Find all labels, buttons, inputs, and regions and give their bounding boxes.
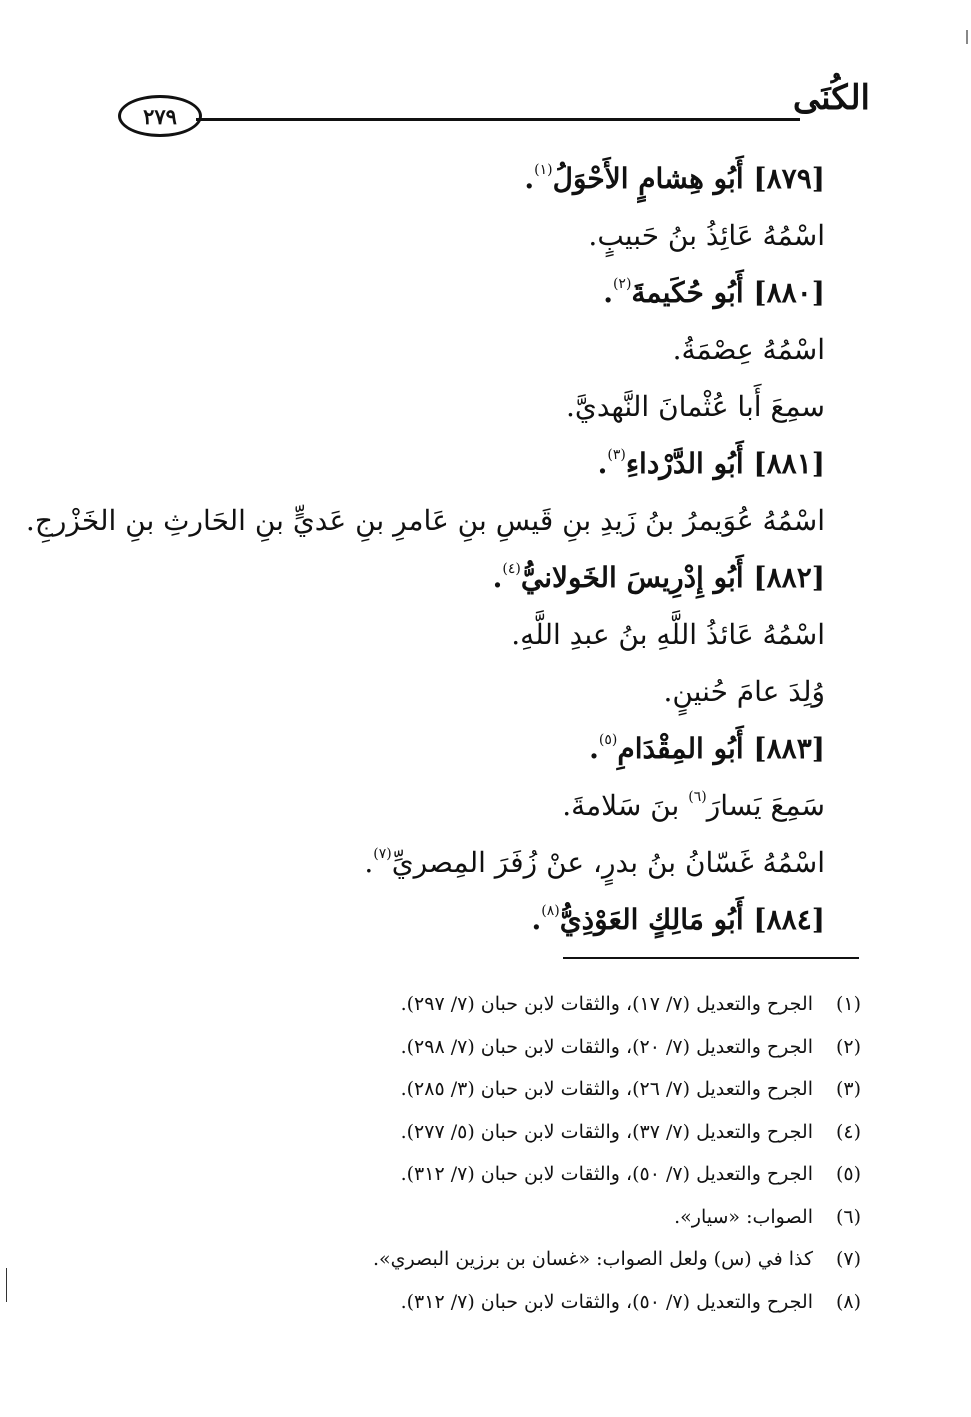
footnote-text: الجرح والتعديل (٧/ ٣٧)، والثقات لابن حبان (٥/ ٢٧٧). bbox=[400, 1120, 813, 1143]
text-line bbox=[100, 834, 825, 891]
line-text: سمِعَ أَبا عُثْمانَ النَّهديَّ. bbox=[566, 390, 825, 423]
footnote-text: الجرح والتعديل (٧/ ١٧)، والثقات لابن حبان (٧/ ٢٩٧). bbox=[400, 993, 813, 1015]
line-text: سَمِعَ يَسارَ bbox=[706, 789, 825, 822]
line-end: بنَ سَلامةَ. bbox=[562, 789, 689, 822]
footnote-ref[interactable]: (٤) bbox=[502, 561, 521, 577]
text-line bbox=[100, 663, 825, 720]
text-line bbox=[100, 207, 825, 264]
footnote-number: (٣) bbox=[835, 1078, 861, 1100]
edge-mark bbox=[966, 30, 968, 44]
footnote bbox=[300, 1238, 861, 1281]
footnote-text: الجرح والتعديل (٧/ ٢٠)، والثقات لابن حبان (٧/ ٢٩٨). bbox=[400, 1035, 813, 1058]
footnote-ref[interactable]: (١) bbox=[534, 162, 553, 178]
footnote-separator bbox=[563, 957, 859, 959]
footnote-ref[interactable]: (٨) bbox=[541, 903, 560, 919]
footnote bbox=[300, 1068, 861, 1111]
line-text: [٨٨٠] أَبُو حُكَيمةَ bbox=[631, 276, 825, 309]
entry-heading bbox=[100, 435, 825, 492]
line-text: اسْمُهُ عُوَيمرُ بنُ زَيدِ بنِ قَيسِ بنِ عَامرِ بنِ عَديٍّ بنِ الحَارثِ بنِ الخَزْرجِ. bbox=[25, 504, 825, 537]
page-header bbox=[110, 76, 870, 136]
entry-heading bbox=[100, 264, 825, 321]
footnote-text: الصواب: «سيار». bbox=[674, 1205, 813, 1228]
line-end: . bbox=[603, 276, 613, 309]
footnote-ref[interactable]: (٦) bbox=[688, 789, 707, 805]
footnote-text: الجرح والتعديل (٧/ ٥٠)، والثقات لابن حبان (٧/ ٣١٢). bbox=[400, 1290, 813, 1313]
line-end: . bbox=[524, 162, 535, 195]
footnote-text: الجرح والتعديل (٧/ ٥٠)، والثقات لابن حبان (٧/ ٣١٢). bbox=[400, 1163, 813, 1185]
entry-heading bbox=[100, 549, 825, 606]
line-text: وُلِدَ عامَ حُنينٍ. bbox=[663, 675, 825, 708]
line-text: اسْمُهُ عِصْمَةُ. bbox=[672, 333, 825, 366]
entry-heading bbox=[100, 150, 825, 207]
text-line bbox=[100, 321, 825, 378]
line-text: [٨٨١] أَبُو الدَّرْداءِ bbox=[625, 447, 825, 480]
line-text: [٨٨٣] أَبُو المِقْدَامِ bbox=[617, 732, 825, 765]
footnote-number: (٤) bbox=[835, 1120, 861, 1143]
footnote-number: (٢) bbox=[835, 1035, 861, 1058]
footnote bbox=[300, 1196, 861, 1239]
text-line bbox=[100, 378, 825, 435]
footnote bbox=[300, 1153, 861, 1196]
footnote-text: كذا في (س) ولعل الصواب: «غسان بن برزين البصري». bbox=[373, 1248, 813, 1270]
page-number: ٢٧٩ bbox=[143, 103, 177, 129]
line-text: اسْمُهُ غَسّانُ بنُ بدرٍ، عنْ زُفَرَ المِصريِّ bbox=[391, 846, 825, 879]
footnote-number: (٥) bbox=[835, 1163, 861, 1185]
text-line bbox=[100, 606, 825, 663]
line-end: . bbox=[492, 561, 503, 594]
footnote-number: (١) bbox=[835, 993, 861, 1015]
footnote bbox=[300, 1026, 861, 1069]
page-number-badge bbox=[118, 95, 202, 137]
line-end: . bbox=[597, 447, 608, 480]
text-line bbox=[25, 492, 825, 549]
line-end: . bbox=[364, 846, 374, 879]
text-line bbox=[100, 777, 825, 834]
margin-mark bbox=[6, 1268, 7, 1302]
entry-heading bbox=[100, 891, 825, 948]
line-text: اسْمُهُ عَائِذُ بنُ حَبيبٍ. bbox=[588, 219, 825, 252]
footnote bbox=[300, 1111, 861, 1154]
line-text: اسْمُهُ عَائذُ اللَّهِ بنُ عبدِ اللَّهِ. bbox=[511, 618, 825, 651]
footnote-number: (٦) bbox=[835, 1205, 861, 1228]
line-text: [٨٨٤] أَبُو مَالِكٍ العَوْذِيُّ bbox=[559, 903, 825, 936]
entry-heading bbox=[100, 720, 825, 777]
footnote-ref[interactable]: (٧) bbox=[373, 846, 392, 862]
footnote bbox=[300, 1281, 861, 1324]
footnote-number: (٨) bbox=[835, 1290, 861, 1313]
footnote-ref[interactable]: (٣) bbox=[607, 447, 626, 463]
footnote bbox=[300, 983, 861, 1026]
main-text bbox=[25, 150, 825, 948]
line-end: . bbox=[589, 732, 599, 765]
footnote-text: الجرح والتعديل (٧/ ٢٦)، والثقات لابن حبان (٣/ ٢٨٥). bbox=[400, 1078, 813, 1100]
running-title: الكُنَى bbox=[792, 78, 870, 118]
header-rule bbox=[196, 118, 800, 121]
line-text: [٨٨٢] أَبُو إِدْرِيسَ الخَولانيُّ bbox=[520, 561, 825, 594]
line-end: . bbox=[531, 903, 542, 936]
footnote-ref[interactable]: (٥) bbox=[598, 732, 618, 748]
footnote-ref[interactable]: (٢) bbox=[612, 276, 632, 292]
footnotes bbox=[300, 983, 861, 1323]
footnote-number: (٧) bbox=[835, 1248, 861, 1270]
line-text: [٨٧٩] أَبُو هِشامٍ الأَحْوَلُ bbox=[552, 162, 825, 195]
